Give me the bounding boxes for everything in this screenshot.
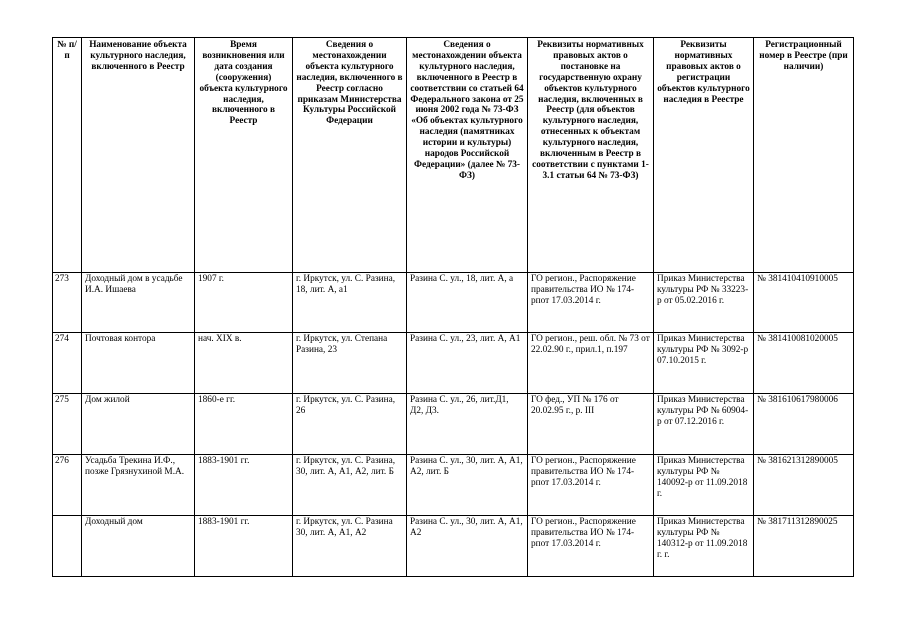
cell-protection-act: ГО регион., Распоряжение правительства ИО № 174-рпот 17.03.2014 г. bbox=[528, 455, 654, 516]
cell-location-law: Разина С. ул., 18, лит. А, а bbox=[407, 273, 528, 333]
header-num: № п/п bbox=[53, 38, 82, 273]
cell-registration-number: № 381410081020005 bbox=[754, 333, 854, 394]
cell-date: 1883-1901 гг. bbox=[195, 455, 293, 516]
header-registration-number: Регистрационный номер в Реестре (при наличии) bbox=[754, 38, 854, 273]
cell-registration-act: Приказ Министерства культуры РФ № 33223-р от 05.02.2016 г. bbox=[654, 273, 754, 333]
cell-date: 1907 г. bbox=[195, 273, 293, 333]
heritage-registry-table bbox=[52, 37, 854, 577]
table-row bbox=[53, 394, 854, 455]
cell-protection-act: ГО регион., Распоряжение правительства ИО № 174-рпот 17.03.2014 г. bbox=[528, 273, 654, 333]
cell-num bbox=[53, 516, 82, 577]
cell-registration-act: Приказ Министерства культуры РФ № 3092-р 07.10.2015 г. bbox=[654, 333, 754, 394]
cell-registration-number: № 381410410910005 bbox=[754, 273, 854, 333]
table-row bbox=[53, 455, 854, 516]
cell-location-law: Разина С. ул., 26, лит.Д1, Д2, Д3. bbox=[407, 394, 528, 455]
cell-location-order: г. Иркутск, ул. С. Разина, 26 bbox=[293, 394, 407, 455]
cell-protection-act: ГО фед., УП № 176 от 20.02.95 г., р. III bbox=[528, 394, 654, 455]
cell-num: 276 bbox=[53, 455, 82, 516]
table-row bbox=[53, 516, 854, 577]
cell-registration-act: Приказ Министерства культуры РФ № 60904-р от 07.12.2016 г. bbox=[654, 394, 754, 455]
cell-location-law: Разина С. ул., 23, лит. А, А1 bbox=[407, 333, 528, 394]
table-row bbox=[53, 273, 854, 333]
cell-location-law: Разина С. ул., 30, лит. А, А1, А2, лит. Б bbox=[407, 455, 528, 516]
cell-registration-number: № 381711312890025 bbox=[754, 516, 854, 577]
cell-name: Усадьба Трекина И.Ф., позже Грязнухиной М.А. bbox=[82, 455, 195, 516]
header-location-order: Сведения о местонахождении объекта культурного наследия, включенного в Реестр согласно приказам Министерства Культуры Российской Федерации bbox=[293, 38, 407, 273]
cell-num: 273 bbox=[53, 273, 82, 333]
header-protection-acts: Реквизиты нормативных правовых актов о постановке на государственную охрану объектов культурного наследия, включенных в Реестр (для объектов культурного наследия, отнесенных к объектам культурного наследия, включенным в Реестр в соответствии с пунктами 1-3.1 статьи 64 № 73-ФЗ) bbox=[528, 38, 654, 273]
header-date: Время возникновения или дата создания (сооружения) объекта культурного наследия, включенного в Реестр bbox=[195, 38, 293, 273]
cell-name: Дом жилой bbox=[82, 394, 195, 455]
cell-registration-act: Приказ Министерства культуры РФ № 140092-р от 11.09.2018 г. bbox=[654, 455, 754, 516]
cell-registration-number: № 381621312890005 bbox=[754, 455, 854, 516]
cell-date: нач. XIX в. bbox=[195, 333, 293, 394]
cell-location-law: Разина С. ул., 30, лит. А, А1, А2 bbox=[407, 516, 528, 577]
cell-name: Доходный дом в усадьбе И.А. Ишаева bbox=[82, 273, 195, 333]
cell-name: Доходный дом bbox=[82, 516, 195, 577]
cell-date: 1883-1901 гг. bbox=[195, 516, 293, 577]
table-header-row bbox=[53, 38, 854, 273]
table-row bbox=[53, 333, 854, 394]
cell-date: 1860-е гг. bbox=[195, 394, 293, 455]
cell-location-order: г. Иркутск, ул. С. Разина 30, лит. А, А1, А2 bbox=[293, 516, 407, 577]
header-name: Наименование объекта культурного наследия, включенного в Реестр bbox=[82, 38, 195, 273]
cell-location-order: г. Иркутск, ул. С. Разина, 18, лит. А, а1 bbox=[293, 273, 407, 333]
cell-protection-act: ГО регион., Распоряжение правительства ИО № 174-рпот 17.03.2014 г. bbox=[528, 516, 654, 577]
cell-registration-act: Приказ Министерства культуры РФ № 140312-р от 11.09.2018 г. г. bbox=[654, 516, 754, 577]
cell-num: 274 bbox=[53, 333, 82, 394]
cell-location-order: г. Иркутск, ул. Степана Разина, 23 bbox=[293, 333, 407, 394]
header-registration-acts: Реквизиты нормативных правовых актов о регистрации объектов культурного наследия в Реестре bbox=[654, 38, 754, 273]
cell-name: Почтовая контора bbox=[82, 333, 195, 394]
cell-registration-number: № 381610617980006 bbox=[754, 394, 854, 455]
cell-num: 275 bbox=[53, 394, 82, 455]
cell-protection-act: ГО регион., реш. обл. № 73 от 22.02.90 г., прил.1, п.197 bbox=[528, 333, 654, 394]
header-location-law: Сведения о местонахождении объекта культурного наследия, включенного в Реестр в соответствии со статьей 64 Федерального закона от 25 июня 2002 года № 73-ФЗ «Об объектах культурного наследия (памятниках истории и культуры) народов Российской Федерации» (далее № 73-ФЗ) bbox=[407, 38, 528, 273]
cell-location-order: г. Иркутск, ул. С. Разина, 30, лит. А, А1, А2, лит. Б bbox=[293, 455, 407, 516]
